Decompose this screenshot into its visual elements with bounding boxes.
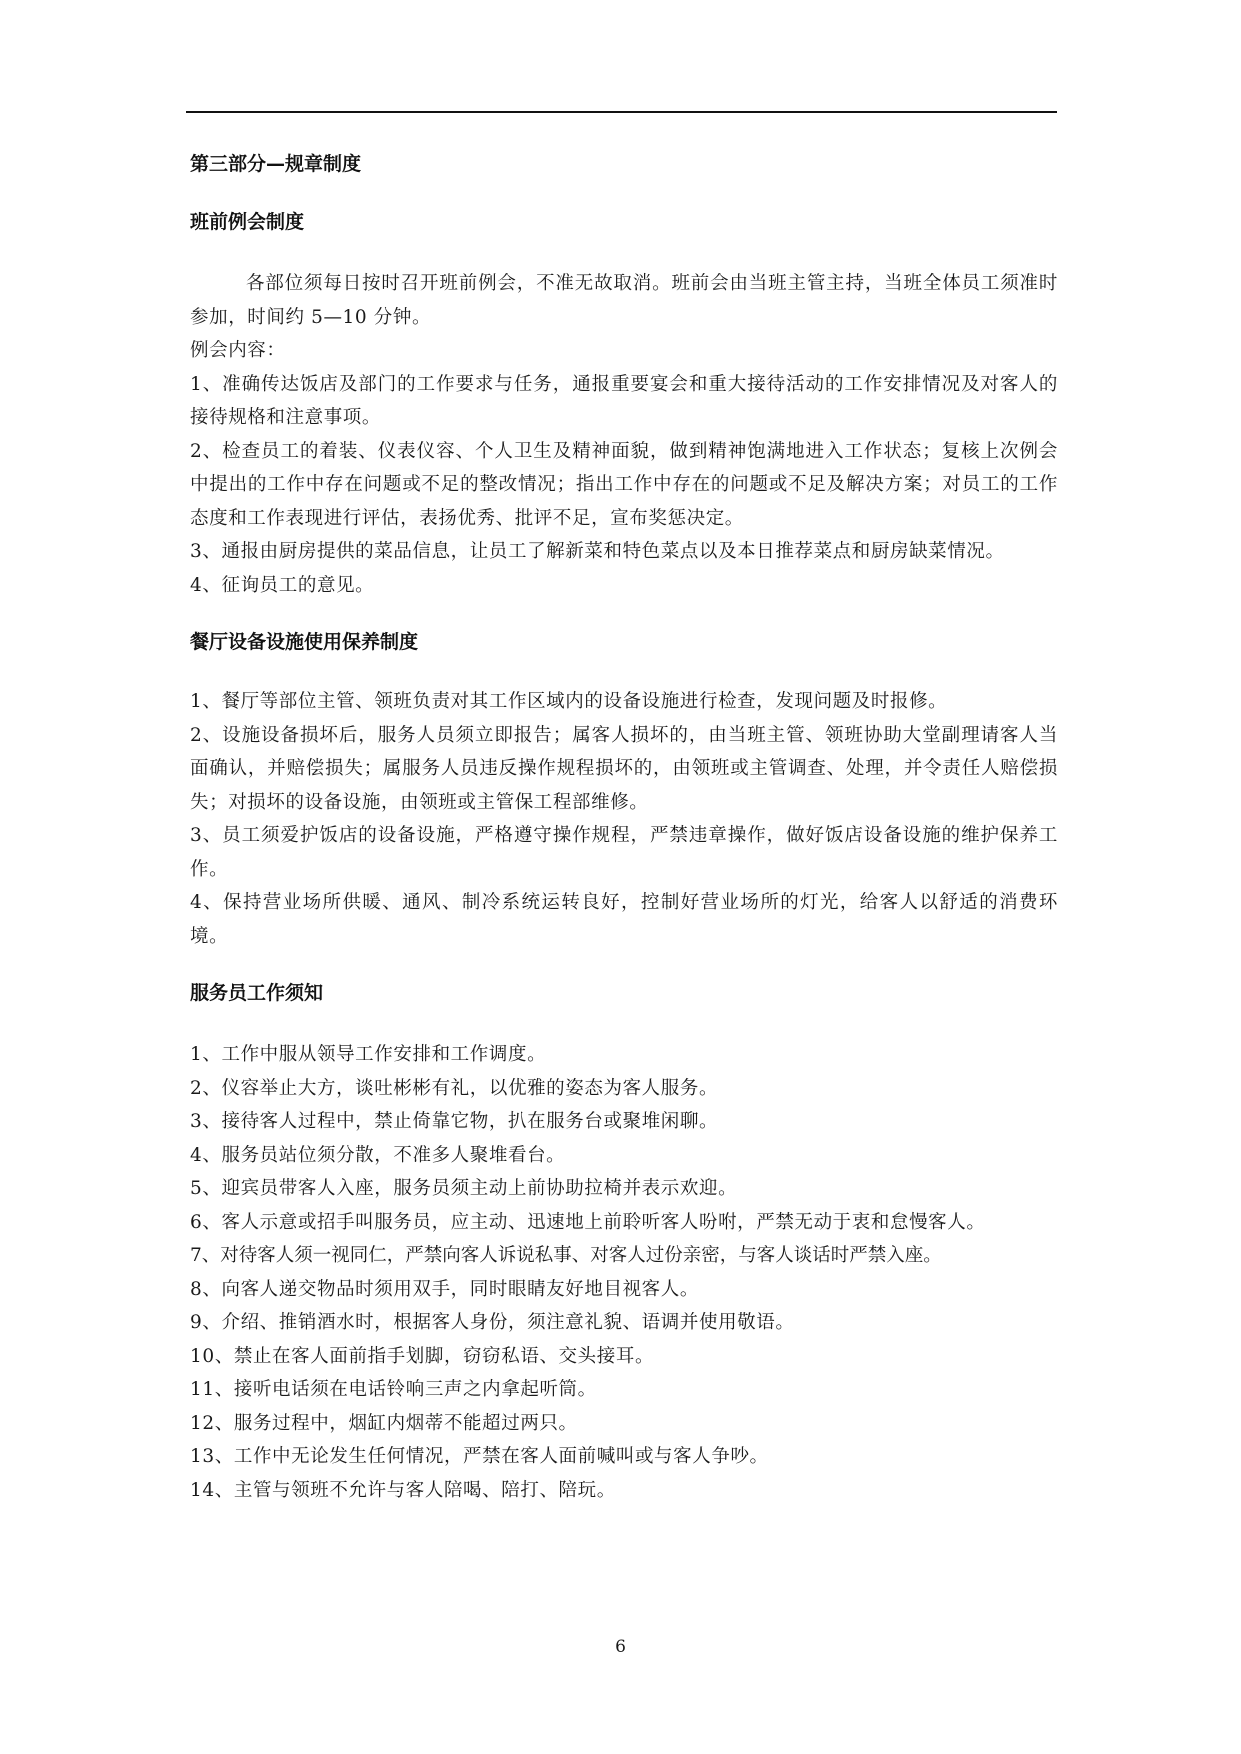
section-paragraph: 5、迎宾员带客人入座，服务员须主动上前协助拉椅并表示欢迎。 (190, 1178, 738, 1199)
section-paragraph: 2、仪容举止大方，谈吐彬彬有礼，以优雅的姿态为客人服务。 (190, 1077, 719, 1099)
page-number: 6 (615, 1637, 626, 1657)
section-paragraph: 8、向客人递交物品时须用双手，同时眼睛友好地目视客人。 (190, 1278, 699, 1300)
section-paragraph: 3、接待客人过程中，禁止倚靠它物，扒在服务台或聚堆闲聊。 (190, 1111, 719, 1132)
section-paragraph: 7、对待客人须一视同仁，严禁向客人诉说私事、对客人过份亲密，与客人谈话时严禁入座。 (190, 1245, 942, 1266)
part-title: 第三部分—规章制度 (190, 153, 362, 175)
section-paragraph: 3、员工须爱护饭店的设备设施，严格遵守操作规程，严禁违章操作，做好饭店设备设施的维护保养工作。 (190, 825, 1058, 880)
section-paragraph: 4、服务员站位须分散，不准多人聚堆看台。 (190, 1144, 566, 1166)
page-content (190, 150, 1058, 1507)
section-paragraph: 12、服务过程中，烟缸内烟蒂不能超过两只。 (190, 1412, 578, 1434)
section-paragraph: 10、禁止在客人面前指手划脚，窃窃私语、交头接耳。 (190, 1345, 655, 1367)
section-paragraph: 2、设施设备损坏后，服务人员须立即报告；属客人损坏的，由当班主管、领班协助大堂副理请客人当面确认，并赔偿损失；属服务人员违反操作规程损坏的，由领班或主管调查、处理，并令责任人赔偿损失；对损坏的设备设施，由领班或主管保工程部维修。 (190, 724, 1058, 813)
section-paragraph: 例会内容： (190, 340, 286, 361)
section-paragraph: 3、通报由厨房提供的菜品信息，让员工了解新菜和特色菜点以及本日推荐菜点和厨房缺菜情况。 (190, 541, 1005, 562)
section-paragraph: 9、介绍、推销酒水时，根据客人身份，须注意礼貌、语调并使用敬语。 (190, 1312, 795, 1333)
section-paragraph: 1、准确传达饭店及部门的工作要求与任务，通报重要宴会和重大接待活动的工作安排情况及对客人的接待规格和注意事项。 (190, 373, 1058, 428)
section-paragraph: 2、检查员工的着装、仪表仪容、个人卫生及精神面貌，做到精神饱满地进入工作状态；复核上次例会中提出的工作中存在问题或不足的整改情况；指出工作中存在的问题或不足及解决方案；对员工的工作态度和工作表现进行评估，表扬优秀、批评不足，宣布奖惩决定。 (190, 440, 1058, 529)
section-paragraph: 4、征询员工的意见。 (190, 574, 375, 596)
section-paragraph: 1、工作中服从领导工作安排和工作调度。 (190, 1044, 547, 1065)
section-paragraph: 14、主管与领班不允许与客人陪喝、陪打、陪玩。 (190, 1479, 616, 1501)
header-rule (186, 111, 1057, 113)
section-paragraph: 4、保持营业场所供暖、通风、制冷系统运转良好，控制好营业场所的灯光，给客人以舒适的消费环境。 (190, 892, 1058, 947)
section-paragraph: 11、接听电话须在电话铃响三声之内拿起听筒。 (190, 1379, 597, 1400)
section-title-equipment-maintenance: 餐厅设备设施使用保养制度 (190, 631, 419, 653)
section-title-staff-guidelines: 服务员工作须知 (190, 982, 324, 1004)
section-paragraph: 1、餐厅等部位主管、领班负责对其工作区域内的设备设施进行检查，发现问题及时报修。 (190, 691, 948, 712)
section-title-preshift-meeting: 班前例会制度 (190, 211, 305, 233)
section-paragraph: 6、客人示意或招手叫服务员，应主动、迅速地上前聆听客人吩咐，严禁无动于衷和怠慢客人。 (190, 1211, 986, 1233)
section-paragraph: 13、工作中无论发生任何情况，严禁在客人面前喊叫或与客人争吵。 (190, 1446, 769, 1467)
section-paragraph: 各部位须每日按时召开班前例会，不准无故取消。班前会由当班主管主持，当班全体员工须准时参加，时间约 5—10 分钟。 (190, 273, 1058, 328)
